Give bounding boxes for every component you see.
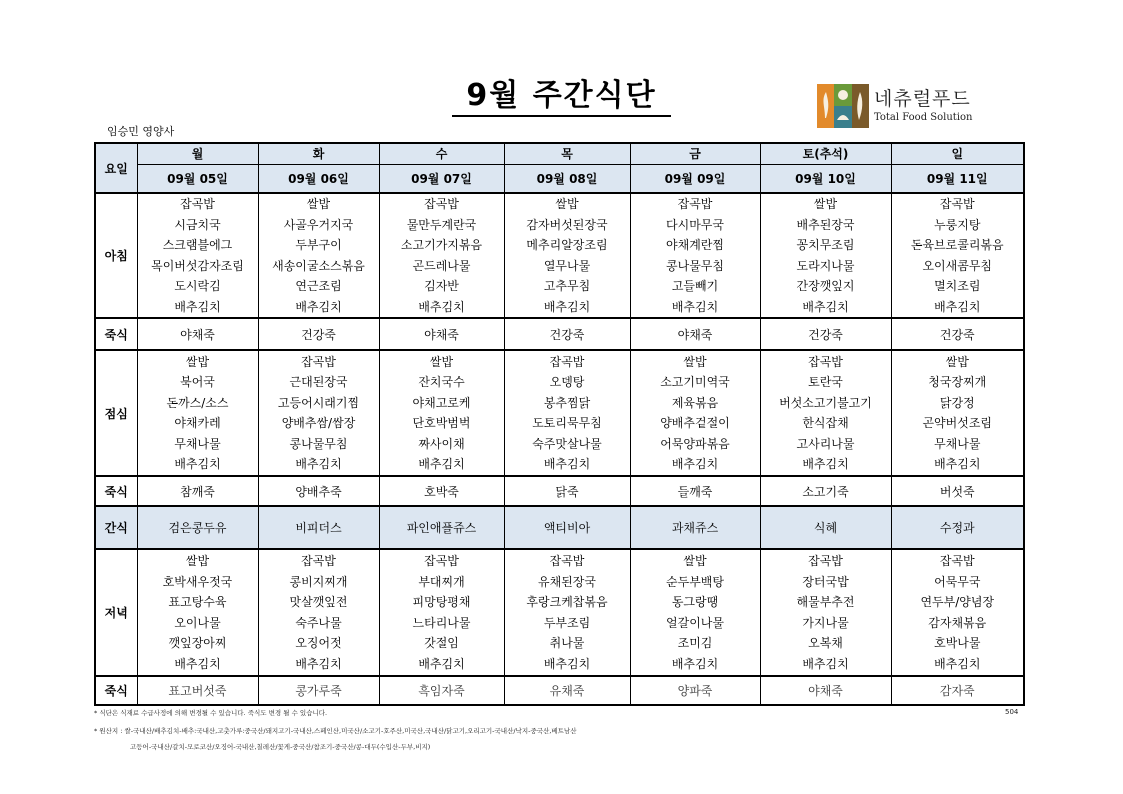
menu-item: 무채나물	[934, 436, 981, 451]
menu-item: 목이버섯감자조림	[151, 258, 244, 273]
dinner-menu-cell	[137, 549, 258, 676]
menu-item: 오복채	[808, 636, 843, 650]
menu-item: 연두부/양념장	[920, 595, 995, 609]
page-title: 9월 주간식단	[0, 78, 1123, 117]
menu-item: 다시마무국	[666, 217, 724, 232]
menu-item: 오이새콤무침	[922, 258, 993, 273]
breakfast-menu-cell	[379, 193, 504, 318]
menu-item: 배추김치	[802, 457, 849, 471]
lunch-label: 점심	[95, 350, 137, 476]
menu-item: 동그랑땡	[671, 595, 719, 609]
menu-item: 배추김치	[543, 299, 591, 314]
menu-item: 감자버섯된장국	[526, 217, 608, 232]
menu-item: 잡곡밥	[549, 554, 585, 568]
menu-item: 열무나물	[543, 258, 591, 273]
dinner-menu-cell	[258, 549, 379, 676]
menu-item: 호박나물	[934, 636, 981, 650]
menu-item: 해물부추전	[796, 595, 855, 609]
snack-cell: 비피더스	[258, 506, 379, 549]
menu-item: 콩비지찌개	[289, 574, 348, 589]
menu-item: 피망탕평채	[412, 595, 471, 609]
menu-item: 느타리나물	[412, 615, 471, 630]
menu-item: 갓절임	[424, 636, 459, 650]
menu-item: 잡곡밥	[549, 354, 585, 369]
menu-item: 무채나물	[174, 436, 221, 451]
menu-item: 도토리묵무침	[532, 416, 602, 430]
menu-item: 유채된장국	[538, 574, 596, 589]
menu-item: 배추김치	[295, 656, 342, 671]
breakfast_porridge-cell: 건강죽	[258, 318, 379, 350]
menu-item: 닭강정	[939, 395, 975, 410]
dinner_porridge-cell: 표고버섯죽	[137, 676, 258, 705]
menu-item: 호박새우젓국	[162, 574, 233, 589]
menu-item: 장터국밥	[802, 574, 849, 589]
menu-item: 배추김치	[418, 457, 465, 471]
breakfast_porridge-cell: 건강죽	[891, 318, 1024, 350]
date-header: 09월 06일	[258, 164, 379, 193]
menu-item: 맛살깻잎전	[289, 595, 348, 609]
menu-item: 야채계란찜	[666, 238, 724, 252]
menu-item: 한식잡채	[802, 416, 849, 430]
menu-item: 콩나물무침	[666, 258, 724, 273]
menu-item: 누룽지탕	[934, 217, 981, 232]
breakfast-menu-cell	[630, 193, 760, 318]
dinner-menu-cell	[630, 549, 760, 676]
day-header: 금	[630, 143, 760, 164]
menu-item: 쌀밥	[945, 354, 969, 369]
menu-item: 물만두계란국	[406, 217, 477, 232]
menu-item: 곤드레나물	[412, 258, 471, 273]
dinner_porridge-cell: 양파죽	[630, 676, 760, 705]
menu-item: 쌀밥	[306, 197, 331, 211]
breakfast_porridge-cell: 건강죽	[760, 318, 891, 350]
lunch_porridge-cell: 호박죽	[379, 476, 504, 506]
menu-item: 감자채볶음	[928, 615, 987, 630]
menu-item: 배추김치	[543, 656, 591, 671]
dinner_porridge-label: 죽식	[95, 676, 137, 705]
menu-item: 단호박범벅	[412, 416, 471, 430]
menu-item: 잔치국수	[418, 375, 465, 389]
menu-item: 소고기가지볶음	[400, 238, 483, 252]
menu-item: 멸치조림	[934, 279, 981, 293]
date-header: 09월 10일	[760, 164, 891, 193]
lunch_porridge-cell: 양배추죽	[258, 476, 379, 506]
day-header: 수	[379, 143, 504, 164]
dinner_porridge-cell: 콩가루죽	[258, 676, 379, 705]
menu-item: 청국장찌개	[928, 375, 987, 389]
snack-cell: 검은콩두유	[137, 506, 258, 549]
day-header: 일	[891, 143, 1024, 164]
menu-item: 배추김치	[174, 656, 221, 671]
menu-item: 취나물	[549, 636, 585, 650]
menu-item: 도시락김	[174, 279, 221, 293]
menu-item: 오징어젓	[295, 636, 342, 650]
date-header: 09월 09일	[630, 164, 760, 193]
lunch-menu-cell	[137, 350, 258, 476]
date-header: 09월 11일	[891, 164, 1024, 193]
menu-item: 배추김치	[671, 299, 719, 314]
menu-item: 오뎅탕	[549, 375, 585, 389]
menu-item: 배추김치	[934, 656, 981, 671]
breakfast_porridge-label: 죽식	[95, 318, 137, 350]
menu-item: 표고탕수육	[168, 595, 227, 609]
breakfast_porridge-cell: 야채죽	[630, 318, 760, 350]
menu-item: 배추김치	[543, 457, 591, 471]
logo-mark-icon	[817, 84, 869, 128]
menu-item: 배추김치	[295, 457, 342, 471]
menu-item: 쌀밥	[429, 354, 454, 369]
menu-item: 배추김치	[802, 656, 849, 671]
menu-item: 잡곡밥	[808, 554, 843, 568]
menu-item: 숙주맛살나물	[532, 436, 602, 451]
menu-item: 새송이굴소스볶음	[272, 258, 365, 273]
menu-item: 야채고로케	[412, 395, 471, 410]
menu-item: 짜사이채	[418, 436, 465, 451]
menu-item: 얼갈이나물	[666, 615, 724, 630]
menu-item: 버섯소고기불고기	[779, 395, 872, 410]
menu-item: 배추김치	[671, 656, 719, 671]
menu-item: 쌀밥	[185, 554, 210, 568]
menu-item: 곤약버섯조림	[922, 416, 993, 430]
menu-item: 숙주나물	[295, 615, 342, 630]
menu-item: 쌀밥	[185, 354, 210, 369]
menu-item: 부대찌개	[418, 574, 465, 589]
menu-item: 배추된장국	[796, 217, 855, 232]
breakfast_porridge-cell: 건강죽	[504, 318, 630, 350]
menu-item: 배추김치	[174, 299, 221, 314]
origin-info-line-2: 고등어-국내산/갈치-모로코산/오징어-국내산,칠레산/꽃게-중국산/참조기-중국산/콩-대두(수입산-두부,비지)	[130, 743, 431, 751]
lunch_porridge-cell: 들깨죽	[630, 476, 760, 506]
breakfast-menu-cell	[258, 193, 379, 318]
menu-item: 토란국	[808, 375, 843, 389]
menu-item: 깻잎장아찌	[168, 636, 227, 650]
lunch_porridge-cell: 참깨죽	[137, 476, 258, 506]
menu-item: 잡곡밥	[808, 354, 843, 369]
day-header: 화	[258, 143, 379, 164]
menu-item: 양배추쌈/쌈장	[281, 416, 356, 430]
logo-name: 네츄럴푸드	[874, 88, 971, 110]
menu-item: 고추무침	[543, 279, 591, 293]
dinner-menu-cell	[760, 549, 891, 676]
menu-item: 사골우거지국	[283, 217, 354, 232]
menu-item: 배추김치	[418, 299, 465, 314]
menu-item: 배추김치	[418, 656, 465, 671]
breakfast-menu-cell	[760, 193, 891, 318]
breakfast_porridge-cell: 야채죽	[379, 318, 504, 350]
menu-item: 쌀밥	[555, 197, 579, 211]
menu-item: 후랑크케찹볶음	[526, 595, 608, 609]
dinner-menu-cell	[379, 549, 504, 676]
menu-item: 메추리알장조림	[526, 238, 608, 252]
menu-item: 야채카레	[174, 416, 221, 430]
weekday-column-header: 요일	[95, 143, 137, 193]
breakfast_porridge-cell: 야채죽	[137, 318, 258, 350]
day-header: 토(추석)	[760, 143, 891, 164]
menu-item: 배추김치	[671, 457, 719, 471]
breakfast-label: 아침	[95, 193, 137, 318]
menu-item: 북어국	[180, 375, 215, 389]
menu-item: 잡곡밥	[424, 197, 459, 211]
menu-item: 양배추겉절이	[660, 416, 730, 430]
breakfast-menu-cell	[891, 193, 1024, 318]
snack-cell: 식혜	[760, 506, 891, 549]
menu-item: 배추김치	[802, 299, 849, 314]
snack-cell: 파인애플쥬스	[379, 506, 504, 549]
lunch-menu-cell	[630, 350, 760, 476]
menu-item: 잡곡밥	[939, 554, 975, 568]
day-header: 월	[137, 143, 258, 164]
breakfast-menu-cell	[504, 193, 630, 318]
company-logo	[817, 84, 973, 128]
breakfast-menu-cell	[137, 193, 258, 318]
snack-label: 간식	[95, 506, 137, 549]
day-header: 목	[504, 143, 630, 164]
lunch-menu-cell	[760, 350, 891, 476]
menu-item: 돈까스/소스	[166, 395, 229, 410]
origin-info-line-1: * 원산지 : 쌀-국내산/배추김치-배추:국내산,고춧가루:중국산/돼지고기-국내산,스페인산,미국산/소고기-호주산,미국산,국내산/닭고기,오리고기-국내산/낙지-중국산,베트남산	[94, 727, 577, 735]
menu-item: 오이나물	[174, 615, 221, 630]
menu-item: 잡곡밥	[939, 197, 975, 211]
menu-item: 쌀밥	[683, 554, 707, 568]
menu-item: 잡곡밥	[180, 197, 215, 211]
menu-item: 시금치국	[174, 217, 221, 232]
menu-item: 잡곡밥	[301, 354, 336, 369]
menu-item: 어묵양파볶음	[660, 436, 730, 451]
menu-item: 두부구이	[295, 238, 342, 252]
menu-item: 콩나물무침	[289, 436, 348, 451]
dinner_porridge-cell: 감자죽	[891, 676, 1024, 705]
menu-item: 스크램블에그	[162, 238, 233, 252]
lunch_porridge-cell: 닭죽	[504, 476, 630, 506]
menu-item: 김자반	[424, 279, 459, 293]
menu-item: 잡곡밥	[424, 554, 459, 568]
snack-cell: 과채쥬스	[630, 506, 760, 549]
menu-item: 소고기미역국	[660, 375, 730, 389]
menu-item: 쌀밥	[813, 197, 838, 211]
menu-item: 고들빼기	[671, 279, 719, 293]
menu-change-note: * 식단은 식재료 수급사정에 의해 변경될 수 있습니다. 죽식도 변경 될 수 있습니다.	[94, 709, 328, 717]
menu-item: 고사리나물	[796, 436, 855, 451]
menu-item: 연근조림	[295, 279, 342, 293]
lunch-menu-cell	[891, 350, 1024, 476]
menu-item: 도라지나물	[796, 258, 855, 273]
lunch-menu-cell	[258, 350, 379, 476]
menu-item: 배추김치	[174, 457, 221, 471]
menu-item: 배추김치	[934, 299, 981, 314]
menu-item: 어묵무국	[934, 574, 981, 589]
lunch_porridge-label: 죽식	[95, 476, 137, 506]
menu-item: 간장깻잎지	[796, 279, 855, 293]
menu-item: 잡곡밥	[301, 554, 336, 568]
lunch_porridge-cell: 소고기죽	[760, 476, 891, 506]
menu-item: 쌀밥	[683, 354, 707, 369]
menu-item: 근대된장국	[289, 375, 348, 389]
menu-item: 가지나물	[802, 615, 849, 630]
dinner_porridge-cell: 흑임자죽	[379, 676, 504, 705]
menu-item: 돈육브로콜리볶음	[910, 238, 1004, 252]
dinner-label: 저녁	[95, 549, 137, 676]
menu-item: 순두부백탕	[666, 574, 724, 589]
snack-cell: 수정과	[891, 506, 1024, 549]
menu-item: 잡곡밥	[677, 197, 713, 211]
dinner_porridge-cell: 유채죽	[504, 676, 630, 705]
weekly-menu-table	[94, 142, 1025, 706]
menu-item: 배추김치	[295, 299, 342, 314]
dietitian-name: 임승민 영양사	[107, 125, 175, 138]
date-header: 09월 07일	[379, 164, 504, 193]
menu-item: 배추김치	[934, 457, 981, 471]
menu-item: 꽁치무조림	[796, 238, 855, 252]
menu-item: 제육볶음	[671, 395, 719, 410]
menu-item: 봉추찜닭	[543, 395, 591, 410]
snack-cell: 액티비아	[504, 506, 630, 549]
dinner-menu-cell	[504, 549, 630, 676]
menu-item: 고등어시래기찜	[277, 395, 360, 410]
menu-item: 두부조림	[543, 615, 591, 630]
page-number: 504	[1005, 708, 1019, 716]
dinner_porridge-cell: 야채죽	[760, 676, 891, 705]
menu-item: 조미김	[677, 636, 713, 650]
lunch-menu-cell	[504, 350, 630, 476]
dinner-menu-cell	[891, 549, 1024, 676]
date-header: 09월 05일	[137, 164, 258, 193]
lunch-menu-cell	[379, 350, 504, 476]
date-header: 09월 08일	[504, 164, 630, 193]
logo-tagline: Total Food Solution	[874, 112, 973, 123]
lunch_porridge-cell: 버섯죽	[891, 476, 1024, 506]
